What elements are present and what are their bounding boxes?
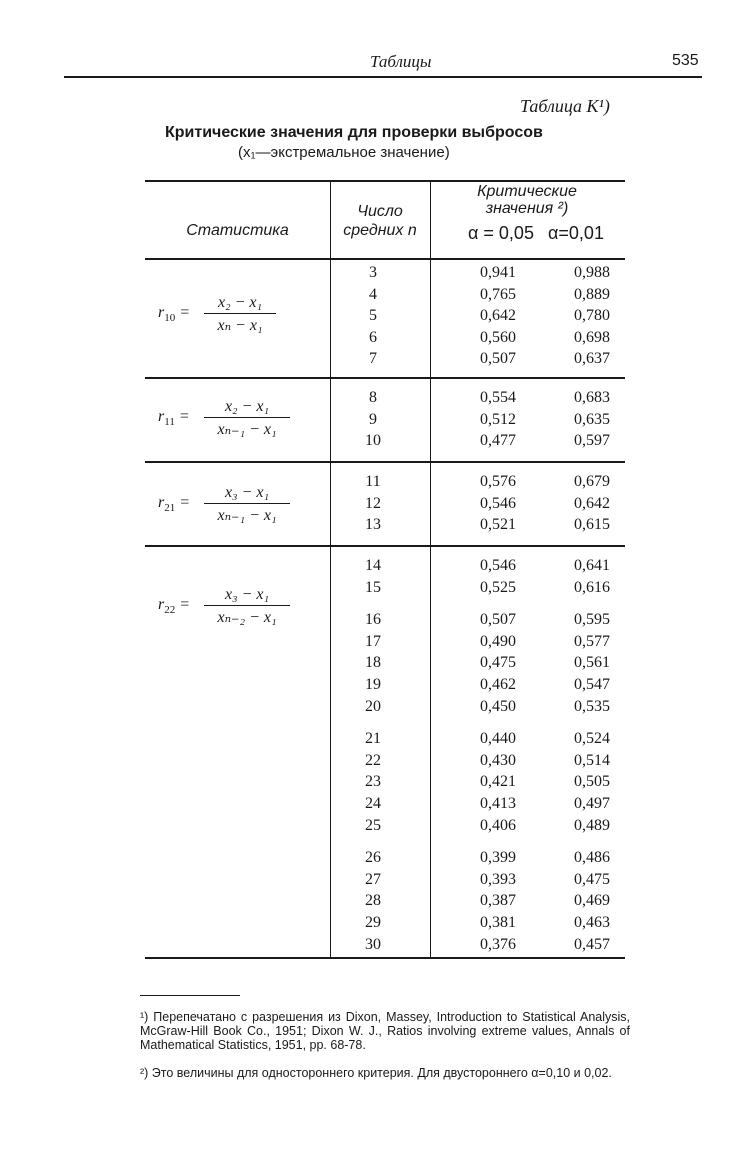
cell-alpha-001: 0,486 bbox=[574, 849, 610, 867]
formula-subscript: 11 bbox=[164, 416, 175, 429]
running-header-title: Таблицы bbox=[370, 52, 432, 71]
cell-alpha-005: 0,477 bbox=[480, 432, 516, 450]
cell-alpha-005: 0,525 bbox=[480, 578, 516, 596]
cell-n: 25 bbox=[365, 816, 381, 834]
table-row bbox=[0, 750, 753, 772]
cell-n: 23 bbox=[365, 773, 381, 791]
cell-alpha-001: 0,524 bbox=[574, 730, 610, 748]
cell-alpha-005: 0,381 bbox=[480, 914, 516, 931]
cell-alpha-001: 0,616 bbox=[574, 578, 610, 596]
cell-alpha-001: 0,889 bbox=[574, 285, 610, 303]
column-header-alpha-001: α=0,01 bbox=[548, 223, 604, 243]
table-bottom-rule bbox=[145, 957, 625, 959]
cell-n: 19 bbox=[365, 676, 381, 693]
cell-n: 4 bbox=[369, 285, 377, 303]
column-header-statistic: Статистика bbox=[186, 222, 289, 239]
cell-n: 28 bbox=[365, 892, 381, 910]
group-divider bbox=[145, 461, 625, 463]
cell-alpha-005: 0,421 bbox=[480, 773, 516, 791]
cell-n: 7 bbox=[369, 350, 377, 368]
cell-n: 12 bbox=[365, 494, 381, 512]
header-rule bbox=[64, 76, 702, 78]
table-header-rule bbox=[145, 258, 625, 260]
table-row bbox=[0, 696, 753, 718]
cell-n: 30 bbox=[365, 935, 381, 953]
table-caption-note: (x₁—экстремальное значение) bbox=[238, 144, 450, 161]
table-row bbox=[0, 869, 753, 891]
cell-alpha-005: 0,399 bbox=[480, 849, 516, 867]
cell-n: 8 bbox=[369, 389, 377, 406]
cell-alpha-001: 0,489 bbox=[574, 816, 610, 834]
formula-symbol: r bbox=[158, 304, 165, 321]
cell-alpha-001: 0,615 bbox=[574, 516, 610, 534]
cell-alpha-005: 0,546 bbox=[480, 557, 516, 574]
cell-alpha-005: 0,490 bbox=[480, 632, 516, 650]
cell-alpha-001: 0,497 bbox=[574, 795, 610, 812]
table-caption: Критические значения для проверки выбросов bbox=[165, 124, 543, 141]
formula-numerator: x₂ − x₁ bbox=[224, 398, 270, 415]
cell-n: 22 bbox=[365, 751, 381, 769]
table-row bbox=[0, 652, 753, 674]
cell-alpha-001: 0,514 bbox=[574, 751, 610, 769]
cell-alpha-005: 0,521 bbox=[480, 516, 516, 534]
cell-alpha-001: 0,475 bbox=[574, 870, 610, 888]
cell-n: 5 bbox=[369, 307, 377, 325]
cell-alpha-005: 0,642 bbox=[480, 307, 516, 325]
table-top-rule bbox=[145, 180, 625, 182]
table-row bbox=[0, 305, 753, 327]
table-row bbox=[0, 493, 753, 515]
cell-alpha-005: 0,475 bbox=[480, 654, 516, 672]
formula-numerator: x₂ − x₁ bbox=[217, 294, 263, 311]
footnote-2: ²) Это величины для одностороннего критерия. Для двустороннего α=0,10 и 0,02. bbox=[140, 1066, 612, 1080]
cell-alpha-001: 0,469 bbox=[574, 892, 610, 910]
table-label: Таблица K¹) bbox=[520, 96, 610, 116]
cell-alpha-001: 0,679 bbox=[574, 473, 610, 490]
table-row bbox=[0, 284, 753, 306]
cell-alpha-001: 0,641 bbox=[574, 557, 610, 574]
cell-alpha-001: 0,637 bbox=[574, 350, 610, 368]
cell-n: 20 bbox=[365, 697, 381, 715]
cell-n: 6 bbox=[369, 328, 377, 346]
formula-subscript: 10 bbox=[164, 312, 176, 325]
cell-n: 9 bbox=[369, 410, 377, 428]
cell-alpha-001: 0,457 bbox=[574, 935, 610, 953]
cell-alpha-005: 0,507 bbox=[480, 350, 516, 368]
cell-alpha-005: 0,765 bbox=[480, 285, 516, 303]
table-row bbox=[0, 348, 753, 370]
cell-alpha-001: 0,505 bbox=[574, 773, 610, 791]
table-row bbox=[0, 262, 753, 284]
cell-n: 21 bbox=[365, 730, 381, 748]
formula-subscript: 22 bbox=[164, 604, 176, 617]
cell-alpha-001: 0,535 bbox=[574, 697, 610, 715]
table-row bbox=[0, 815, 753, 837]
cell-alpha-001: 0,547 bbox=[574, 676, 610, 693]
cell-n: 29 bbox=[365, 914, 381, 931]
cell-alpha-005: 0,546 bbox=[480, 494, 516, 512]
formula-subscript: 21 bbox=[164, 502, 176, 515]
cell-alpha-005: 0,430 bbox=[480, 751, 516, 769]
table-row bbox=[0, 631, 753, 653]
table-row bbox=[0, 793, 753, 815]
cell-alpha-001: 0,988 bbox=[574, 264, 610, 281]
table-row bbox=[0, 934, 753, 956]
page-number: 535 bbox=[672, 52, 699, 69]
cell-alpha-005: 0,376 bbox=[480, 935, 516, 953]
table-row bbox=[0, 387, 753, 409]
cell-alpha-001: 0,635 bbox=[574, 410, 610, 428]
table-row bbox=[0, 674, 753, 696]
cell-alpha-005: 0,393 bbox=[480, 870, 516, 888]
cell-n: 10 bbox=[365, 432, 381, 450]
group-divider bbox=[145, 545, 625, 547]
formula-denominator: xₙ₋₂ − x₁ bbox=[217, 609, 277, 626]
table-row bbox=[0, 327, 753, 349]
table-row bbox=[0, 847, 753, 869]
cell-alpha-005: 0,576 bbox=[480, 473, 516, 490]
formula-denominator: xₙ − x₁ bbox=[217, 317, 263, 334]
cell-alpha-001: 0,595 bbox=[574, 611, 610, 629]
cell-alpha-005: 0,462 bbox=[480, 676, 516, 693]
formula-symbol: r bbox=[158, 408, 165, 425]
cell-alpha-005: 0,507 bbox=[480, 611, 516, 629]
formula-denominator: xₙ₋₁ − x₁ bbox=[217, 507, 277, 524]
column-header-critical-line2: значения ²) bbox=[485, 200, 569, 217]
cell-alpha-001: 0,642 bbox=[574, 494, 610, 512]
footnote-rule bbox=[140, 995, 240, 996]
cell-alpha-005: 0,450 bbox=[480, 697, 516, 715]
formula-symbol: r bbox=[158, 494, 165, 511]
fraction-bar bbox=[204, 605, 290, 606]
cell-n: 3 bbox=[369, 264, 377, 281]
column-header-alpha-005: α = 0,05 bbox=[468, 223, 534, 243]
cell-n: 13 bbox=[365, 516, 381, 534]
table-row bbox=[0, 409, 753, 431]
cell-alpha-005: 0,941 bbox=[480, 264, 516, 281]
cell-alpha-001: 0,698 bbox=[574, 328, 610, 346]
formula-denominator: xₙ₋₁ − x₁ bbox=[217, 421, 277, 438]
formula-symbol: r bbox=[158, 596, 165, 613]
table-row bbox=[0, 728, 753, 750]
cell-n: 16 bbox=[365, 611, 381, 629]
table-row bbox=[0, 912, 753, 934]
cell-alpha-001: 0,597 bbox=[574, 432, 610, 450]
cell-n: 14 bbox=[365, 557, 381, 574]
formula-numerator: x₃ − x₁ bbox=[224, 586, 270, 603]
column-header-critical-line1: Критические bbox=[477, 183, 577, 200]
cell-alpha-005: 0,387 bbox=[480, 892, 516, 910]
table-row bbox=[0, 771, 753, 793]
table-row bbox=[0, 890, 753, 912]
cell-n: 18 bbox=[365, 654, 381, 672]
cell-n: 26 bbox=[365, 849, 381, 867]
cell-alpha-001: 0,577 bbox=[574, 632, 610, 650]
group-divider bbox=[145, 377, 625, 379]
cell-alpha-005: 0,440 bbox=[480, 730, 516, 748]
cell-alpha-005: 0,512 bbox=[480, 410, 516, 428]
footnote-1: ¹) Перепечатано с разрешения из Dixon, Massey, Introduction to Statistical Analysis, McGraw-Hill Book Co., 1951; Dixon W. J., Ratios involving extreme values, Annals of Mathematical Statistics, 1951, pp. 68-78. bbox=[140, 1010, 630, 1052]
cell-n: 15 bbox=[365, 578, 381, 596]
table-row bbox=[0, 471, 753, 493]
cell-n: 24 bbox=[365, 795, 381, 812]
table-row bbox=[0, 577, 753, 599]
cell-alpha-001: 0,780 bbox=[574, 307, 610, 325]
table-row bbox=[0, 514, 753, 536]
cell-n: 11 bbox=[365, 473, 381, 490]
cell-alpha-005: 0,413 bbox=[480, 795, 516, 812]
cell-alpha-005: 0,554 bbox=[480, 389, 516, 406]
table-row bbox=[0, 609, 753, 631]
column-header-n-line1: Число bbox=[357, 203, 403, 220]
table-row bbox=[0, 430, 753, 452]
cell-alpha-001: 0,683 bbox=[574, 389, 610, 406]
column-header-n-line2: средних n bbox=[343, 222, 417, 239]
cell-alpha-001: 0,561 bbox=[574, 654, 610, 672]
formula-numerator: x₃ − x₁ bbox=[224, 484, 270, 501]
cell-n: 27 bbox=[365, 870, 381, 888]
table-row bbox=[0, 555, 753, 577]
cell-alpha-005: 0,560 bbox=[480, 328, 516, 346]
cell-alpha-001: 0,463 bbox=[574, 914, 610, 931]
cell-n: 17 bbox=[365, 632, 381, 650]
cell-alpha-005: 0,406 bbox=[480, 816, 516, 834]
